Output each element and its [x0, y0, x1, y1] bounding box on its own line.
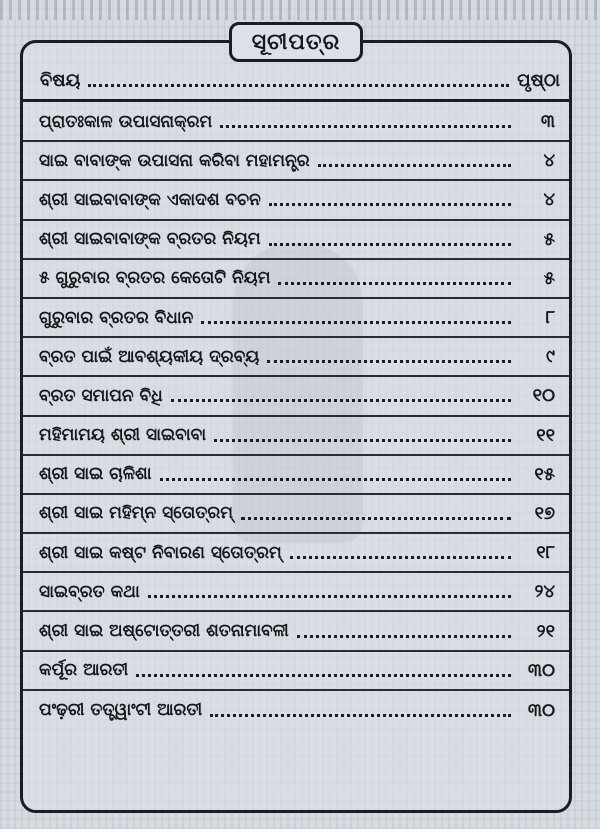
header-divider	[23, 99, 569, 102]
entry-page-number: ୧୧	[536, 424, 555, 446]
contents-frame	[20, 40, 572, 813]
contents-list	[23, 103, 569, 730]
toc-entry	[23, 691, 569, 730]
entry-title: ଶ୍ରୀ ସାଇ ମହିମ୍ନ ସ୍ତୋତ୍ରମ୍	[39, 503, 233, 524]
entry-page-number: ୪	[543, 189, 555, 211]
leader-dots	[148, 585, 511, 598]
entry-page-number: ୪	[543, 150, 555, 172]
toc-entry	[23, 456, 569, 495]
leader-dots	[269, 193, 511, 206]
entry-title: ବ୍ରତ ସମାପନ ବିଧି	[39, 385, 163, 406]
contents-header	[40, 63, 560, 97]
leader-dots	[241, 507, 511, 520]
entry-title: ସାଇ ବାବାଙ୍କ ଉପାସନା କରିବା ମହାମନ୍ତ୍ର	[39, 150, 310, 171]
leader-dots	[171, 389, 511, 402]
entry-page-number: ୧୮	[536, 542, 555, 564]
toc-entry	[23, 260, 569, 299]
page-title: ସୂଚୀପତ୍ର	[229, 22, 363, 62]
leader-dots	[269, 233, 511, 246]
entry-page-number: ୧୫	[534, 463, 555, 485]
toc-entry	[23, 338, 569, 377]
entry-title: ୫ ଗୁରୁବାର ବ୍ରତର କେତୋଟି ନିୟମ	[39, 268, 271, 289]
leader-dots	[267, 350, 511, 363]
entry-title: ଶ୍ରୀ ସାଇ ଚାଳିଶା	[39, 464, 152, 485]
entry-title: ଶ୍ରୀ ସାଇ କଷ୍ଟ ନିବାରଣ ସ୍ତୋତ୍ରମ୍	[39, 542, 282, 563]
leader-dots	[160, 468, 511, 481]
toc-entry	[23, 652, 569, 691]
entry-title: ପ୍ରାତଃକାଳ ଉପାସନାକ୍ରମ	[39, 111, 213, 132]
toc-entry	[23, 573, 569, 612]
entry-title: ଗୁରୁବାର ବ୍ରତର ବିଧାନ	[39, 307, 194, 328]
entry-title: କର୍ପୂର ଆରତୀ	[39, 660, 129, 681]
toc-entry	[23, 417, 569, 456]
toc-entry	[23, 534, 569, 573]
entry-title: ମହିମାମୟ ଶ୍ରୀ ସାଇବାବା	[39, 425, 207, 446]
entry-page-number: ୨୪	[534, 581, 555, 603]
leader-dots	[136, 664, 511, 677]
toc-entry	[23, 221, 569, 260]
entry-title: ବ୍ରତ ପାଇଁ ଆବଶ୍ୟକୀୟ ଦ୍ରବ୍ୟ	[39, 346, 260, 367]
toc-entry	[23, 495, 569, 534]
subject-column-label: ବିଷୟ	[40, 69, 81, 91]
entry-page-number: ୫	[543, 228, 555, 250]
leader-dots	[278, 272, 511, 285]
entry-title: ଶ୍ରୀ ସାଇବାବାଙ୍କ ଏକାଦଶ ବଚନ	[39, 189, 261, 210]
leader-dots	[201, 311, 511, 324]
leader-dots	[210, 704, 511, 717]
leader-dots	[297, 625, 511, 638]
entry-title: ଶ୍ରୀ ସାଇବାବାଙ୍କ ବ୍ରତର ନିୟମ	[39, 229, 261, 250]
toc-entry	[23, 142, 569, 181]
page-column-label: ପୃଷ୍ଠା	[517, 69, 560, 91]
entry-title: ସାଇବ୍ରତ କଥା	[39, 581, 140, 602]
entry-title: ପଂଢ଼ରୀ ତତ୍ତ୍ୱାଂଟୀ ଆରତୀ	[39, 700, 203, 721]
entry-page-number: ୯	[546, 346, 555, 368]
toc-entry	[23, 181, 569, 220]
header-leader-dots	[88, 74, 509, 87]
entry-page-number: ୩୦	[527, 659, 555, 681]
toc-entry	[23, 299, 569, 338]
entry-page-number: ୨୧	[536, 620, 555, 642]
entry-page-number: ୫	[543, 267, 555, 289]
toc-entry	[23, 612, 569, 651]
entry-page-number: ୩୦	[527, 699, 555, 721]
entry-title: ଶ୍ରୀ ସାଇ ଅଷ୍ଟୋତ୍ତରୀ ଶତନାମାବଳୀ	[39, 621, 289, 642]
toc-entry	[23, 377, 569, 416]
toc-entry	[23, 103, 569, 142]
entry-page-number: ୧୦	[532, 385, 555, 407]
entry-page-number: ୩	[540, 111, 555, 133]
entry-page-number: ୮	[545, 307, 555, 329]
leader-dots	[214, 429, 511, 442]
leader-dots	[290, 546, 511, 559]
entry-page-number: ୧୭	[534, 502, 555, 524]
leader-dots	[220, 115, 511, 128]
decorative-border-strip	[0, 0, 600, 20]
leader-dots	[318, 154, 511, 167]
